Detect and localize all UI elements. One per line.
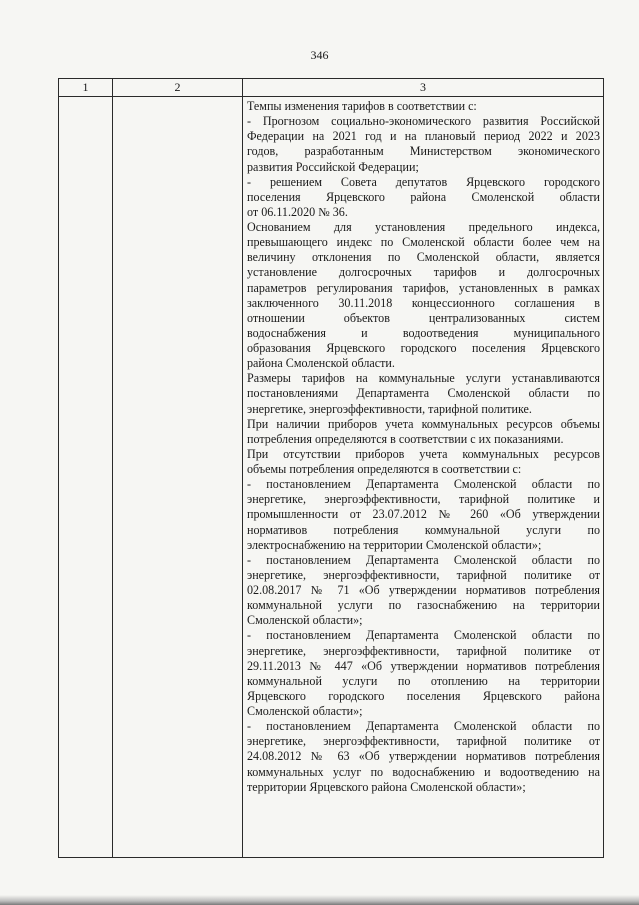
text-line: превышающего индекс по Смоленской области более чем на [247,235,600,250]
text-line: объемы потребления определяются в соответствии с: [247,462,522,476]
content-text [247,99,600,795]
text-line: Ярцевского городского поселения Ярцевского района [247,688,600,703]
text-line: поселения Ярцевского района Смоленской области [247,189,600,204]
cell-col-3-content [243,97,604,858]
text-line: 02.08.2017 № 71 «Об утверждении нормативов потребления [247,583,600,597]
text-line: Размеры тарифов на коммунальные услуги устанавливаются [247,371,600,386]
text-line: промышленности от 23.07.2012 № 260 «Об утверждении [247,507,600,522]
text-line: Основанием для установления предельного индекса, [247,220,600,234]
table-row [59,97,604,858]
text-line: При наличии приборов учета коммунальных ресурсов объемы [247,416,600,431]
text-line: от 06.11.2020 № 36. [247,204,348,219]
text-line: 24.08.2012 № 63 «Об утверждении нормативов потребления [247,749,600,764]
text-line: района Смоленской области. [247,356,395,371]
text-line: Смоленской области»; [247,704,363,718]
text-line: энергетике, энергоэффективности, тарифной политике от [247,734,600,749]
column-header-2: 2 [113,79,243,97]
text-line: потребления определяются в соответствии с их показаниями. [247,431,564,446]
text-line: энергетике, энергоэффективности, тарифной политике от [247,643,600,658]
column-header-1: 1 [59,79,113,97]
text-line: территории Ярцевского района Смоленской области»; [247,779,526,794]
text-line: заключенного 30.11.2018 концессионного соглашения в [247,295,600,310]
text-line: нормативов потребления коммунальной услуги по [247,522,600,537]
text-line: - решением Совета депутатов Ярцевского городского [247,174,600,189]
text-line: электроснабжению на территории Смоленской области»; [247,537,542,552]
page-number: 346 [310,48,329,62]
text-line: - постановлением Департамента Смоленской области по [247,719,600,734]
text-line: развития Российской Федерации; [247,159,419,174]
text-line: - постановлением Департамента Смоленской области по [247,628,600,643]
text-line: Смоленской области»; [247,613,363,628]
scan-bottom-edge [0,895,639,905]
text-line: постановлениями Департамента Смоленской области по [247,386,600,401]
text-line: - Прогнозом социально-экономического развития Российской [247,114,600,129]
text-line: Федерации на 2021 год и на плановый период 2022 и 2023 [247,129,600,144]
text-line: параметров регулирования тарифов, установленных в рамках [247,280,600,295]
text-line: Темпы изменения тарифов в соответствии с: [247,99,477,113]
text-line: энергетике, энергоэффективности, тарифной политике и [247,492,600,507]
text-line: образования Ярцевского городского поселения Ярцевского [247,341,600,355]
text-line: - постановлением Департамента Смоленской области по [247,477,600,492]
text-line: коммунальной услуги по отоплению на территории [247,673,600,688]
text-line: При отсутствии приборов учета коммунальных ресурсов [247,446,600,461]
cell-col-1 [59,97,113,858]
text-line: энергетике, энергоэффективности, тарифной политике. [247,401,532,416]
text-line: коммунальных услуг по водоснабжению и водоотведению на [247,764,600,779]
cell-col-2 [113,97,243,858]
text-line: отношении объектов централизованных систем [247,310,600,325]
table-header-row [59,79,604,97]
text-line: величину отклонения по Смоленской области, является [247,250,600,265]
text-line: годов, разработанным Министерством экономического [247,144,600,159]
column-header-3: 3 [243,79,604,97]
text-line: коммунальной услуги по газоснабжению на территории [247,598,600,613]
text-line: водоснабжения и водоотведения муниципального [247,325,600,340]
text-line: 29.11.2013 № 447 «Об утверждении нормативов потребления [247,658,600,673]
text-line: установление долгосрочных тарифов и долгосрочных [247,265,600,280]
document-table [58,78,604,858]
text-line: энергетике, энергоэффективности, тарифной политике от [247,567,600,582]
text-line: - постановлением Департамента Смоленской области по [247,552,600,567]
